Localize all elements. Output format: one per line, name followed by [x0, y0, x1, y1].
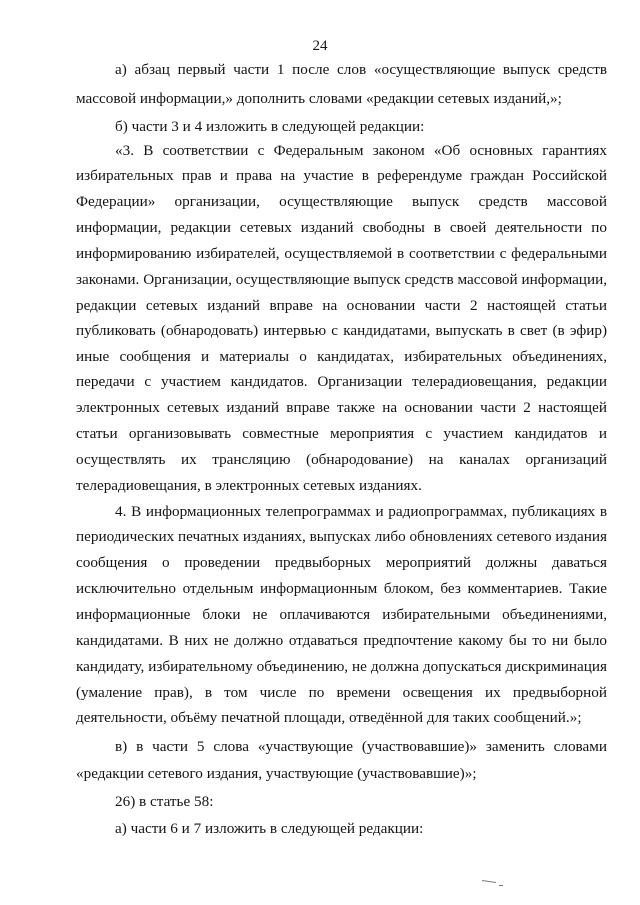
text-line: кандидатами. В них не должно отдаваться предпочтение какому бы то ни было [76, 632, 607, 649]
text-line: «3. В соответствии с Федеральным законом «Об основных гарантиях [115, 142, 607, 159]
text-line: осуществлять их трансляцию (обнародование) на каналах организаций [76, 451, 607, 468]
text-line: в) в части 5 слова «участвующие (участвовавшие)» заменить словами [115, 738, 607, 755]
scan-mark [499, 885, 503, 886]
text-line: информированию избирателей, осуществляемой в соответствии с федеральными [76, 245, 607, 262]
text-line: (умаление прав), в том числе по времени освещения их предвыборной [76, 684, 607, 701]
text-line: законами. Организации, осуществляющие выпуск средств массовой информации, [76, 271, 607, 288]
text-line: иные сообщения и материалы о кандидатах, избирательных объединениях, [76, 348, 607, 365]
text-line: б) части 3 и 4 изложить в следующей редакции: [115, 118, 425, 135]
scan-mark [482, 880, 496, 883]
text-line: редакции сетевых изданий вправе на основании части 2 настоящей статьи [76, 297, 607, 314]
text-line: 4. В информационных телепрограммах и радиопрограммах, публикациях в [115, 503, 607, 520]
text-line: а) абзац первый части 1 после слов «осуществляющие выпуск средств [115, 61, 607, 78]
text-line: сообщения о проведении предвыборных мероприятий должны даваться [76, 554, 607, 571]
text-line: статьи организовывать совместные мероприятия с участием кандидатов и [76, 425, 607, 442]
text-line: электронных сетевых изданий вправе также на основании части 2 настоящей [76, 399, 607, 416]
page-number: 24 [312, 38, 328, 54]
text-line: а) части 6 и 7 изложить в следующей редакции: [115, 820, 424, 837]
text-line: «редакции сетевого издания, участвующие (участвовавшие)»; [76, 765, 477, 782]
text-line: деятельности, объёму печатной площади, отведённой для таких сообщений.»; [76, 709, 582, 726]
text-line: исключительно отдельным информационным блоком, без комментариев. Такие [76, 580, 607, 597]
text-line: информационные блоки не оплачиваются избирательными объединениями, [76, 606, 607, 623]
text-line: кандидату, избирательному объединению, не должна допускаться дискриминация [76, 658, 607, 675]
text-line: Федерации» организации, осуществляющие выпуск средств массовой [76, 193, 607, 210]
text-line: телерадиовещания, в электронных сетевых изданиях. [76, 477, 422, 494]
text-line: публиковать (обнародовать) интервью с кандидатами, выпускать в свет (в эфир) [76, 322, 607, 339]
text-line: 26) в статье 58: [115, 793, 214, 810]
text-line: избирательных прав и права на участие в референдуме граждан Российской [76, 167, 607, 184]
text-line: массовой информации,» дополнить словами «редакции сетевых изданий,»; [76, 90, 562, 107]
text-line: периодических печатных изданиях, выпусках либо обновлениях сетевого издания [76, 528, 607, 545]
text-line: информации, редакции сетевых изданий свободны в своей деятельности по [76, 219, 607, 236]
text-line: передачи с участием кандидатов. Организации телерадиовещания, редакции [76, 373, 607, 390]
